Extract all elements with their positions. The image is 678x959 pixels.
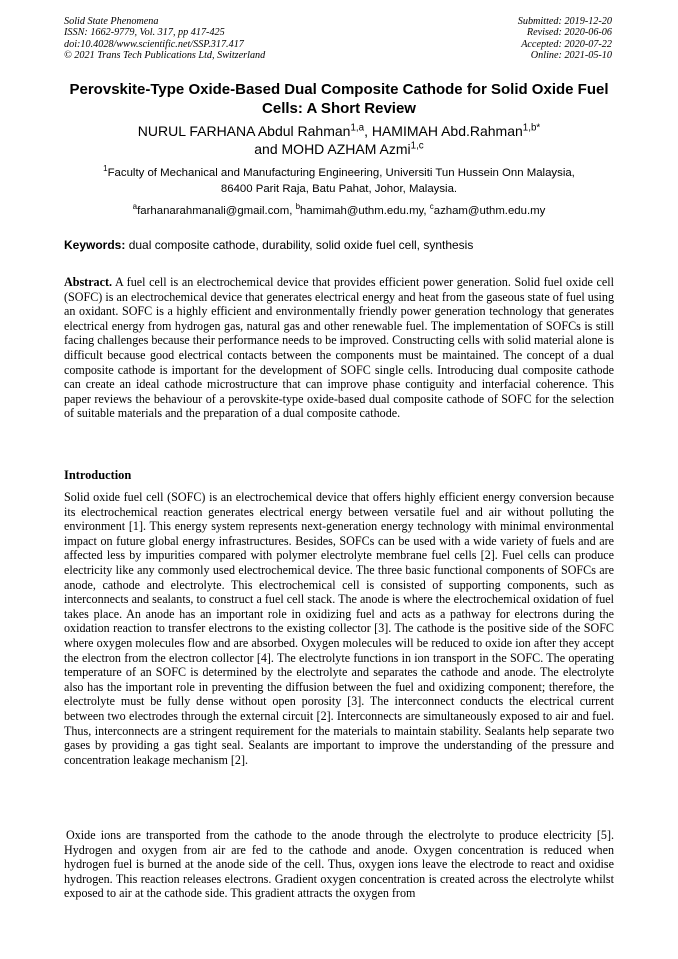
paper-title: Perovskite-Type Oxide-Based Dual Composite Cathode for Solid Oxide Fuel Cells: A Short Review bbox=[69, 81, 609, 117]
abstract-text: A fuel cell is an electrochemical device that provides efficient power generation. Solid fuel oxide cell (SOFC) is an electrochemical device that generates electrical energy and heat from the gaseous state of fuel using an oxidant. SOFC is a highly efficient and environmentally friendly power generation technology that generates electrical energy from hydrogen gas, natural gas and other renewable fuel. The implementation of SOFCs is still facing challenges because their performance needs to be improved. Constructing cells with solid material alone is difficult because good electrical contacts between the components must be maintained. The concept of a dual composite cathode is important for the development of SOFC single cells. Introducing dual composite cathode can create an ideal cathode microstructure that can improve phase contiguity and interfacial coherence. This paper reviews the behaviour of a perovskite-type oxide-based dual composite cathode of SOFC for the selection of suitable materials and the preparation of a dual composite cathode. bbox=[64, 275, 614, 421]
author-conjunction: and bbox=[254, 141, 278, 157]
email-marker: c bbox=[429, 202, 434, 212]
date-submitted: Submitted: 2019-12-20 bbox=[517, 16, 612, 27]
keywords-label: Keywords: bbox=[64, 238, 126, 252]
keywords bbox=[64, 238, 614, 252]
journal-issn: ISSN: 1662-9779, Vol. 317, pp 417-425 bbox=[64, 27, 225, 39]
email-marker: a bbox=[132, 202, 138, 212]
author-affiliation-marker: 1,b* bbox=[522, 122, 541, 134]
email-link[interactable]: hamimah@uthm.edu.my, bbox=[300, 205, 427, 217]
date-online: Online: 2021-05-10 bbox=[530, 50, 612, 62]
author-name: MOHD AZHAM Azmi bbox=[281, 141, 411, 157]
affiliation-line: Faculty of Mechanical and Manufacturing Engineering, Universiti Tun Hussein Onn Malaysia, bbox=[107, 167, 575, 179]
author-list: NURUL FARHANA Abdul Rahman$^{1,a}$, HAMIMAH Abd.Rahman$^{1,b*}$ and MOHD AZHAM Azmi$^{1,c}$ bbox=[137, 122, 541, 157]
author-name: HAMIMAH Abd.Rahman bbox=[371, 123, 523, 139]
affiliation-marker: 1 bbox=[103, 164, 108, 174]
author-name: NURUL FARHANA Abdul Rahman bbox=[137, 123, 351, 139]
email-link[interactable]: azham@uthm.edu.my bbox=[433, 205, 546, 217]
journal-info bbox=[64, 16, 265, 62]
author-emails bbox=[60, 204, 618, 218]
date-revised: Revised: 2020-06-06 bbox=[526, 27, 612, 39]
abstract-label: Abstract. bbox=[64, 275, 113, 289]
affiliation bbox=[60, 165, 618, 197]
abstract bbox=[64, 275, 614, 421]
affiliation-line: 86400 Parit Raja, Batu Pahat, Johor, Malaysia. bbox=[220, 183, 458, 195]
paragraph: Oxide ions are transported from the cathode to the anode through the electrolyte to produce electricity [5]. Hydrogen and oxygen from air are fed to the cathode and anode. Oxygen concentration is reduced when hydrogen fuel is burned at the anode side of the cell. Thus, oxygen ions leave the electrode to react and oxidise hydrogen. This reaction releases electrons. Gradient oxygen concentration is created across the electrolyte whilst exposed to air at the cathode side. This gradient attracts the oxygen from bbox=[64, 828, 614, 901]
submission-dates bbox=[518, 16, 612, 62]
date-accepted: Accepted: 2020-07-22 bbox=[521, 38, 612, 50]
journal-header bbox=[64, 16, 612, 62]
section-heading: Introduction bbox=[64, 468, 132, 482]
email-link[interactable]: farhanarahmanali@gmail.com, bbox=[137, 205, 293, 217]
author-affiliation-marker: 1,a bbox=[350, 122, 365, 134]
journal-copyright: © 2021 Trans Tech Publications Ltd, Switzerland bbox=[64, 50, 266, 62]
journal-name: Solid State Phenomena bbox=[64, 16, 159, 27]
email-marker: b bbox=[295, 202, 300, 212]
author-affiliation-marker: 1,c bbox=[410, 140, 424, 152]
journal-doi[interactable]: doi:10.4028/www.scientific.net/SSP.317.417 bbox=[64, 38, 244, 50]
paragraph: Solid oxide fuel cell (SOFC) is an electrochemical device that offers highly efficient energy conversion because its electrochemical reaction generates electrical energy between versatile fuel and air without polluting the environment [1]. This energy system represents next-generation energy technology with minimal environmental impact on future global energy infrastructures. Besides, SOFCs can be used with a wide variety of fuels and are affected less by impurities compared with polymer electrolyte membrane fuel cells [2]. Fuel cells can produce electricity like any commonly used electrochemical device. The three basic functional components of SOFCs are anode, cathode and electrolyte. This electrochemical cell is consisted of supporting components, such as interconnects and sealants, to construct a fuel cell stack. The anode is where the electrochemical oxidation of fuel takes place. An anode has an important role in oxidizing fuel and acts as a pathway for electrons during the oxidation reaction to transfer electrons to the existing collector [3]. The cathode is the positive side of the SOFC where oxygen molecules flow and are absorbed. Oxygen molecules will be reduced to oxide ion after they accept the electron from the electron collector [4]. The electrolyte functions in ion transport in the SOFC. The operating temperature of an SOFC is determined by the electrolyte and separates the cathode and anode. The electrolyte also has the important role in preventing the diffusion between the fuel and oxidizing component; therefore, the electrolyte must be fully dense without open porosity [3]. The interconnect conducts the electrical current between two electrodes through the external circuit [2]. Interconnects are simultaneously exposed to air and fuel. Thus, interconnects are a stringent requirement for the materials to maintain stability. Sealants help separate two gases by providing a gas tight seal. Sealants are important to improve the understanding of the pressure and concentration leakage mechanism [2]. bbox=[64, 490, 614, 767]
keywords-text: dual composite cathode, durability, solid oxide fuel cell, synthesis bbox=[128, 238, 474, 252]
